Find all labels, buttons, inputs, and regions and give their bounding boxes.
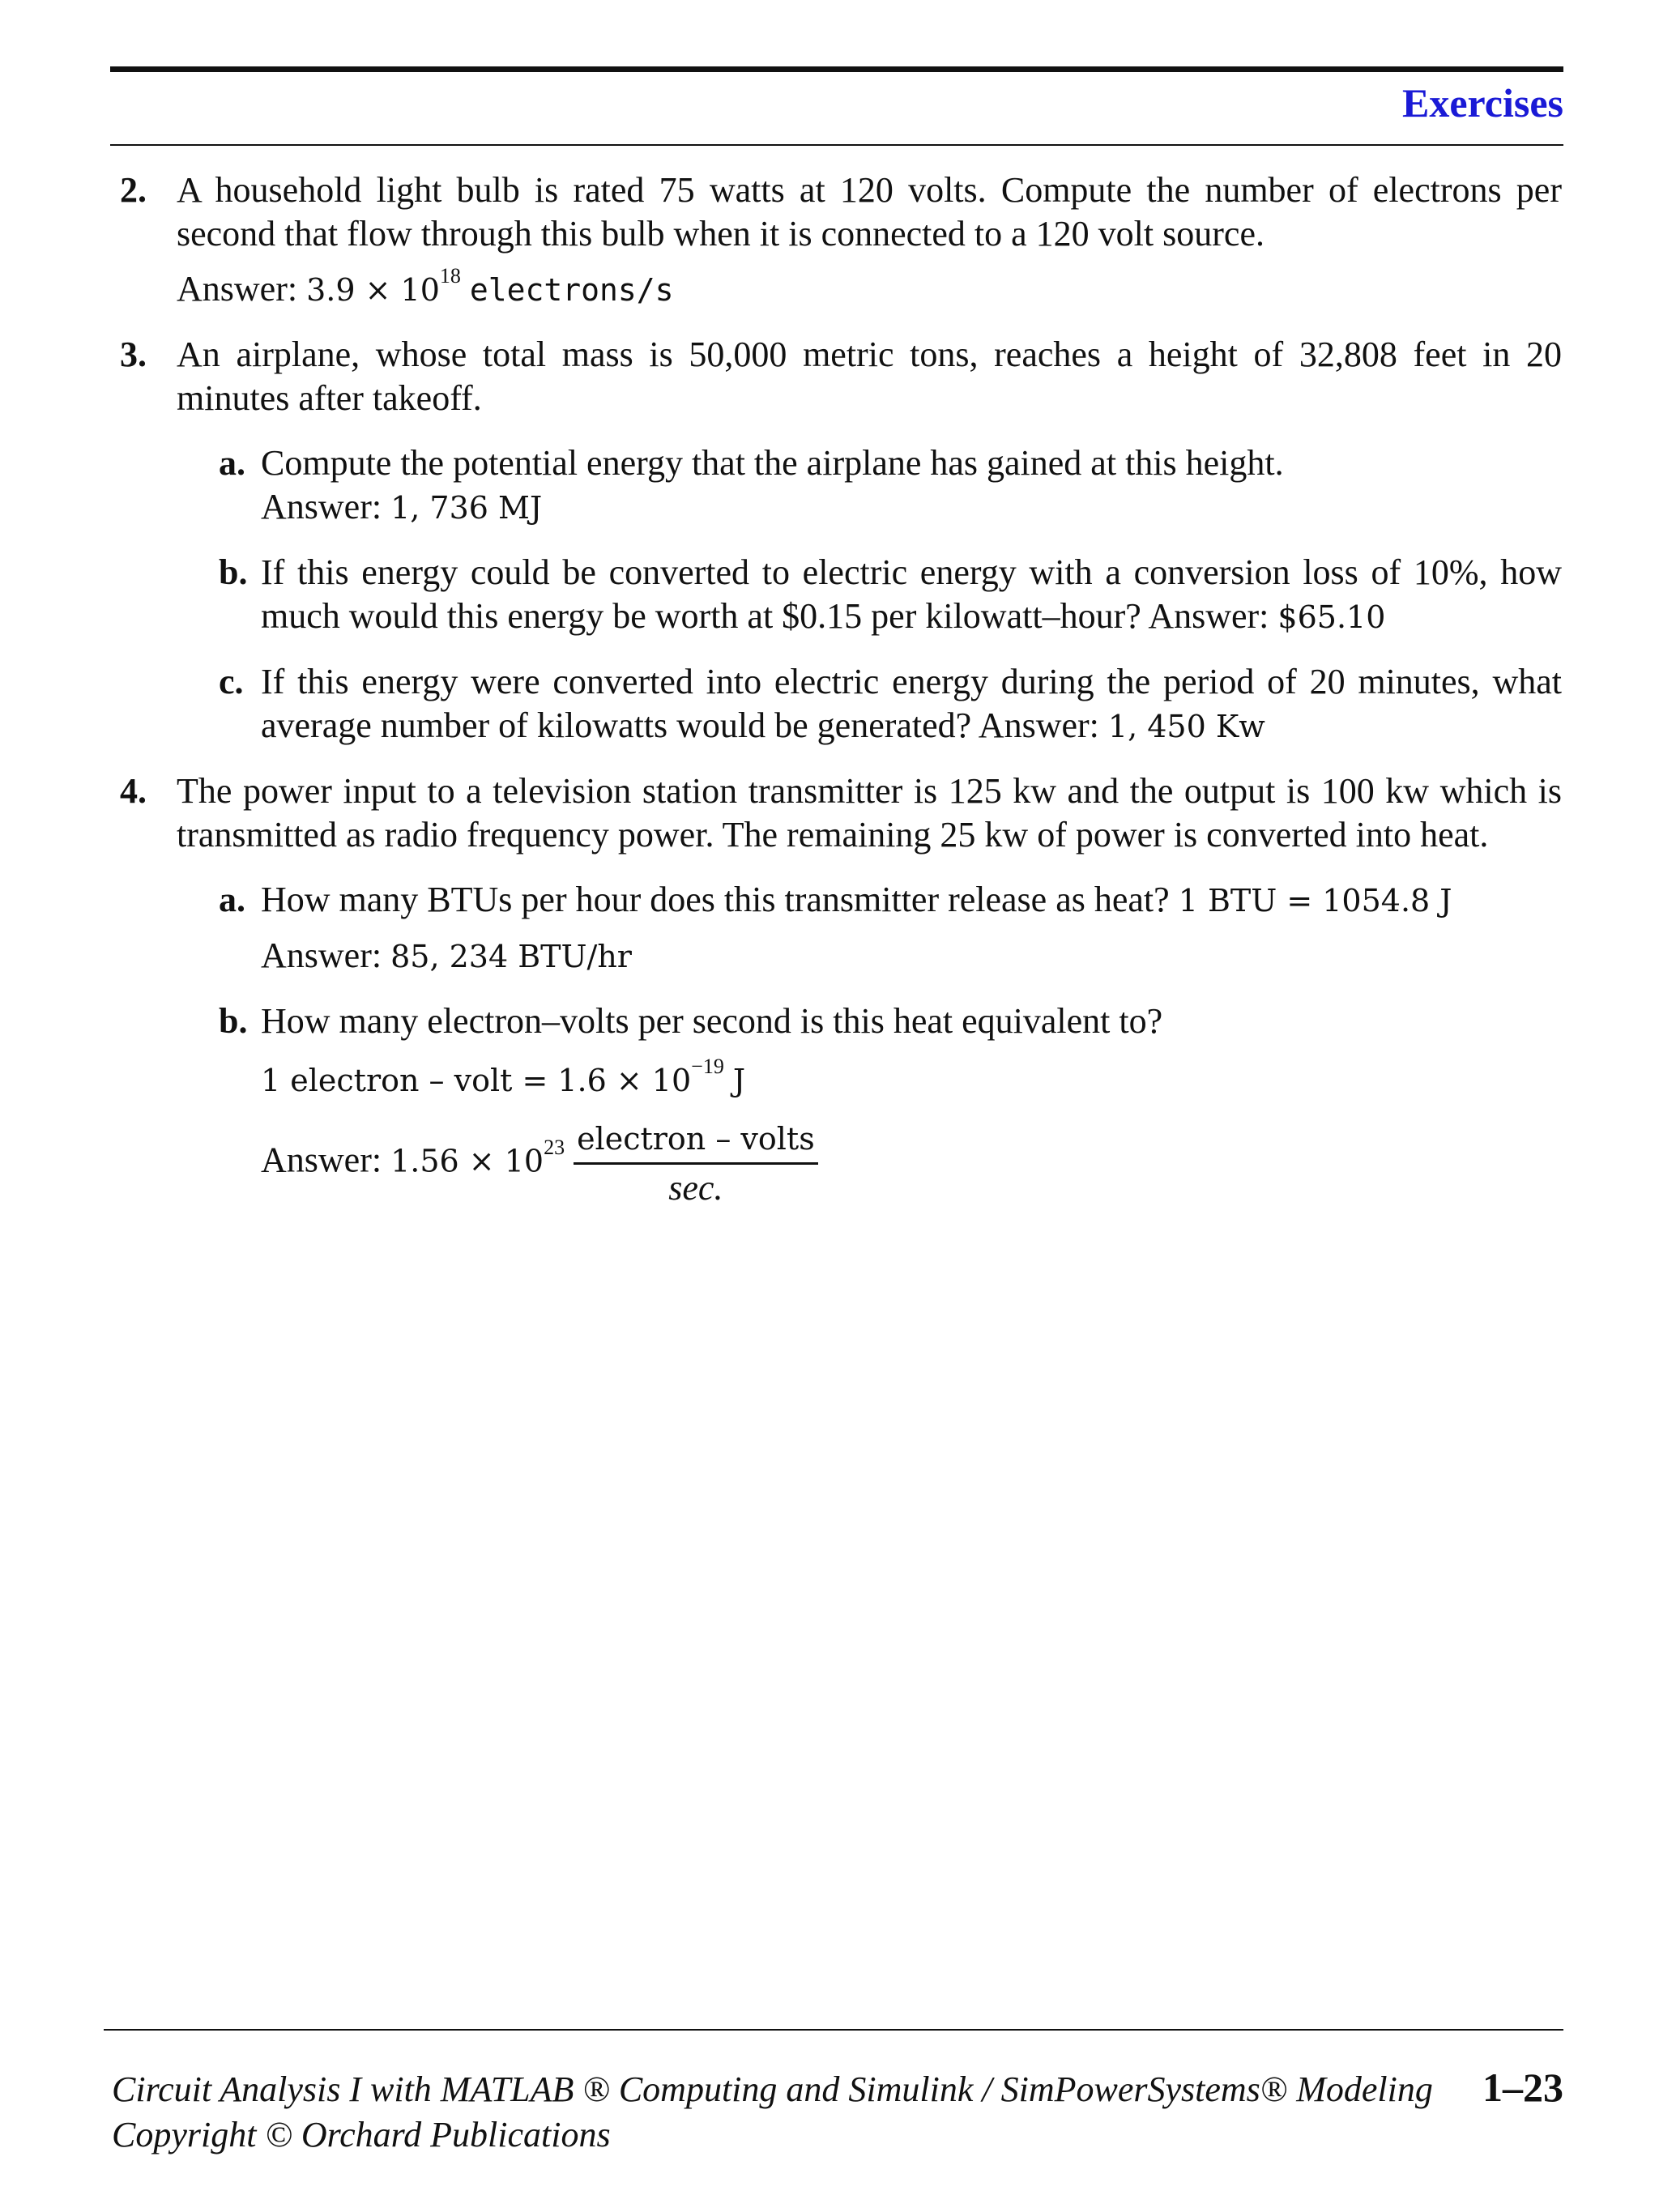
answer-exponent: 18 xyxy=(439,264,461,288)
answer-label: Answer: xyxy=(261,1140,382,1180)
part-letter: a. xyxy=(219,880,245,919)
exercise-answer xyxy=(177,264,1562,312)
exercise-3a xyxy=(219,441,1562,530)
header-rule-thin xyxy=(110,144,1563,146)
part-letter: c. xyxy=(219,662,244,701)
exercise-number: 4. xyxy=(120,771,147,811)
section-title: Exercises xyxy=(1401,80,1563,126)
part-letter: a. xyxy=(219,443,245,483)
exercise-3b xyxy=(219,551,1562,639)
exercise-text: A household light bulb is rated 75 watts at 120 volts. Compute the number of electrons per second that flow through this bulb when it is connected to a 120 volt source. xyxy=(177,170,1562,254)
answer-label: Answer: xyxy=(978,705,1099,745)
answer-label: Answer: xyxy=(261,487,382,526)
exercise-text: The power input to a television station transmitter is 125 kw and the output is 100 kw which is transmitted as radio frequency power. The remaining 25 kw of power is converted into heat. xyxy=(177,771,1562,855)
exercise-4b xyxy=(219,999,1562,1210)
part-text: How many BTUs per hour does this transmitter release as heat? xyxy=(261,880,1170,919)
exercise-number: 2. xyxy=(120,170,147,210)
copyright: Copyright © Orchard Publications xyxy=(112,2115,611,2154)
header-rule-thick xyxy=(110,66,1563,72)
answer-unit: electrons/s xyxy=(469,272,674,308)
answer-mantissa: 3.9 × 10 xyxy=(306,272,440,308)
fraction-numerator: electron – volts xyxy=(574,1117,818,1165)
part-letter: b. xyxy=(219,552,248,592)
part-letter: b. xyxy=(219,1001,248,1041)
answer-value: 85, 234 BTU/hr xyxy=(390,939,632,974)
part-text: How many electron–volts per second is this heat equivalent to? xyxy=(261,1001,1163,1041)
given-conversion: 1 BTU = 1054.8 J xyxy=(1178,883,1452,918)
footer-rule xyxy=(104,2029,1563,2031)
part-text: If this energy could be converted to electric energy with a conversion loss of 10%, how much would this energy be worth at $0.15 per kilowatt–hour? xyxy=(261,552,1562,636)
answer-value: 1, 450 Kw xyxy=(1107,709,1265,744)
footer-title-row xyxy=(112,2064,1563,2111)
answer-value: 1, 736 MJ xyxy=(390,490,543,526)
answer-label: Answer: xyxy=(177,269,298,309)
exercise-2 xyxy=(120,168,1562,312)
exercise-4 xyxy=(120,769,1562,1210)
fraction-denominator: sec. xyxy=(668,1168,723,1208)
page-number: 1–23 xyxy=(1482,2065,1563,2110)
part-text-and-answer xyxy=(261,660,1562,748)
exercise-text: An airplane, whose total mass is 50,000 metric tons, reaches a height of 32,808 feet in 20 minutes after takeoff. xyxy=(177,335,1562,418)
given-exponent: −19 xyxy=(691,1055,724,1079)
part-text: Compute the potential energy that the airplane has gained at this height. xyxy=(261,443,1284,483)
exercise-number: 3. xyxy=(120,335,147,374)
answer-value: $65.10 xyxy=(1277,599,1386,635)
answer-fraction xyxy=(574,1117,818,1210)
exercise-list xyxy=(120,168,1562,1210)
answer-exponent: 23 xyxy=(544,1135,565,1159)
part-answer xyxy=(261,485,1562,530)
part-answer xyxy=(261,1117,1562,1210)
given-text: 1 electron – volt = 1.6 × 10 xyxy=(261,1063,692,1098)
given-conversion xyxy=(261,1055,1562,1102)
exercise-3 xyxy=(120,333,1562,748)
answer-label: Answer: xyxy=(1148,596,1269,636)
part-answer xyxy=(261,934,1562,978)
exercise-3c xyxy=(219,660,1562,748)
answer-label: Answer: xyxy=(261,936,382,975)
part-text-and-answer xyxy=(261,551,1562,639)
part-question xyxy=(261,878,1562,923)
book-title: Circuit Analysis I with MATLAB ® Computing and Simulink / SimPowerSystems® Modeling xyxy=(112,2069,1433,2109)
answer-mantissa: 1.56 × 10 xyxy=(390,1143,544,1179)
given-unit: J xyxy=(732,1063,746,1098)
exercise-4a xyxy=(219,878,1562,978)
part-text: If this energy were converted into electric energy during the period of 20 minutes, what average number of kilowatts would be generated? xyxy=(261,662,1562,745)
